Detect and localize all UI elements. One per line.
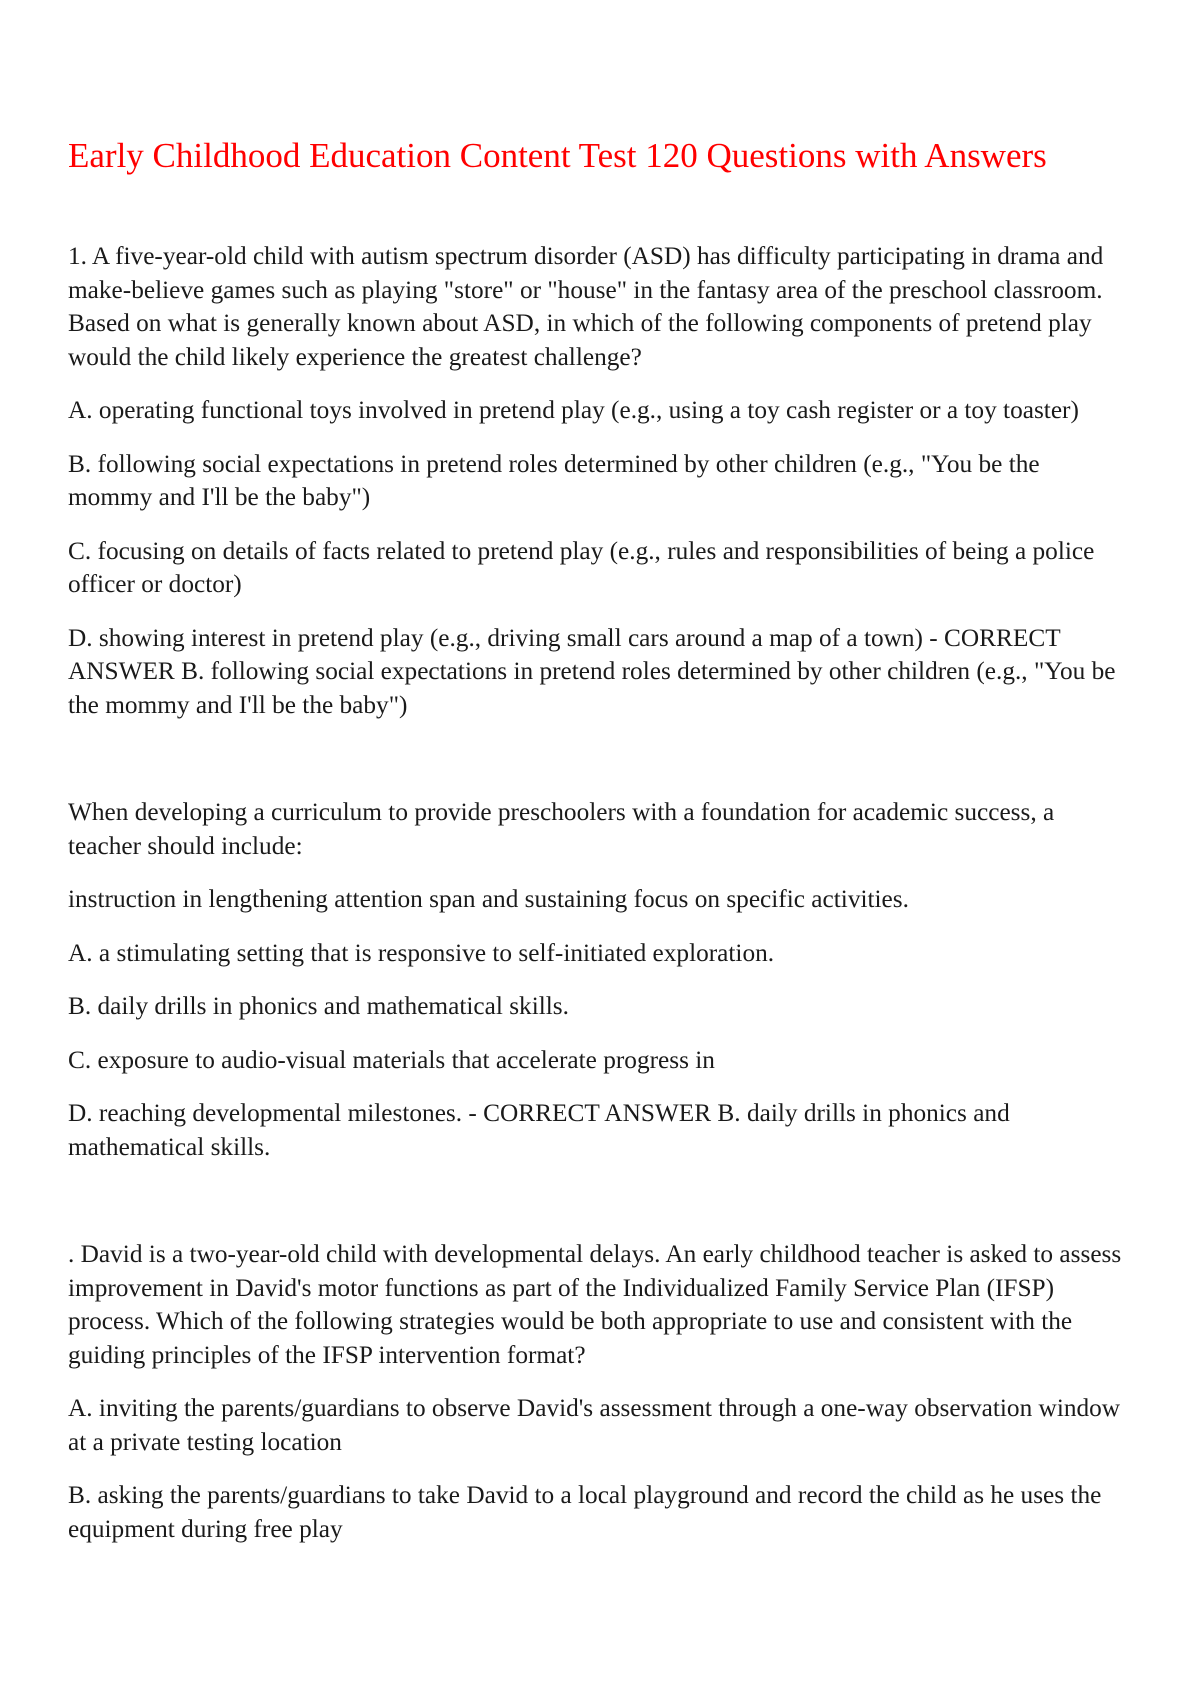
question-separator	[68, 742, 1128, 796]
question-stem: 1. A five-year-old child with autism spectrum disorder (ASD) has difficulty participating in drama and make-believe games such as playing "store" or "house" in the fantasy area of the preschool classroom. Based on what is generally known about ASD, in which of the following components of pretend play would the child likely experience the greatest challenge?	[68, 242, 1104, 371]
answer-option: C. focusing on details of facts related to pretend play (e.g., rules and responsibilities of being a police officer or doctor)	[68, 536, 1095, 598]
answer-option: A. operating functional toys involved in pretend play (e.g., using a toy cash register or a toy toaster)	[68, 396, 1079, 424]
answer-option: B. following social expectations in pretend roles determined by other children (e.g., "You be the mommy and I'll be the baby")	[68, 449, 1040, 511]
question-1	[68, 240, 1128, 722]
question-2	[68, 796, 1128, 1164]
answer-option: A. a stimulating setting that is responsive to self-initiated exploration.	[68, 938, 775, 967]
document-body	[68, 240, 1128, 1566]
answer-option: B. asking the parents/guardians to take David to a local playground and record the child as he uses the equipment during free play	[68, 1481, 1102, 1543]
answer-option: instruction in lengthening attention span and sustaining focus on specific activities.	[68, 885, 909, 913]
question-separator	[68, 1184, 1128, 1238]
answer-option: B. daily drills in phonics and mathematical skills.	[68, 992, 569, 1020]
document-title: Early Childhood Education Content Test 120 Questions with Answers	[68, 136, 1047, 175]
question-3	[68, 1238, 1128, 1546]
question-stem: . David is a two-year-old child with developmental delays. An early childhood teacher is asked to assess improvement in David's motor functions as part of the Individualized Family Service Plan (IFSP) process. Which of the following strategies would be both appropriate to use and consistent with the guiding principles of the IFSP intervention format?	[68, 1240, 1122, 1369]
answer-option: A. inviting the parents/guardians to observe David's assessment through a one-way observation window at a private testing location	[68, 1394, 1121, 1456]
question-stem: When developing a curriculum to provide preschoolers with a foundation for academic success, a teacher should include:	[68, 798, 1055, 860]
answer-option: D. reaching developmental milestones. - CORRECT ANSWER B. daily drills in phonics and mathematical skills.	[68, 1099, 1010, 1161]
answer-option: D. showing interest in pretend play (e.g., driving small cars around a map of a town) - CORRECT ANSWER B. following social expectations in pretend roles determined by other children (e.g., "You be the mommy and I'll be the baby")	[68, 623, 1116, 719]
answer-option: C. exposure to audio-visual materials that accelerate progress in	[68, 1045, 715, 1074]
